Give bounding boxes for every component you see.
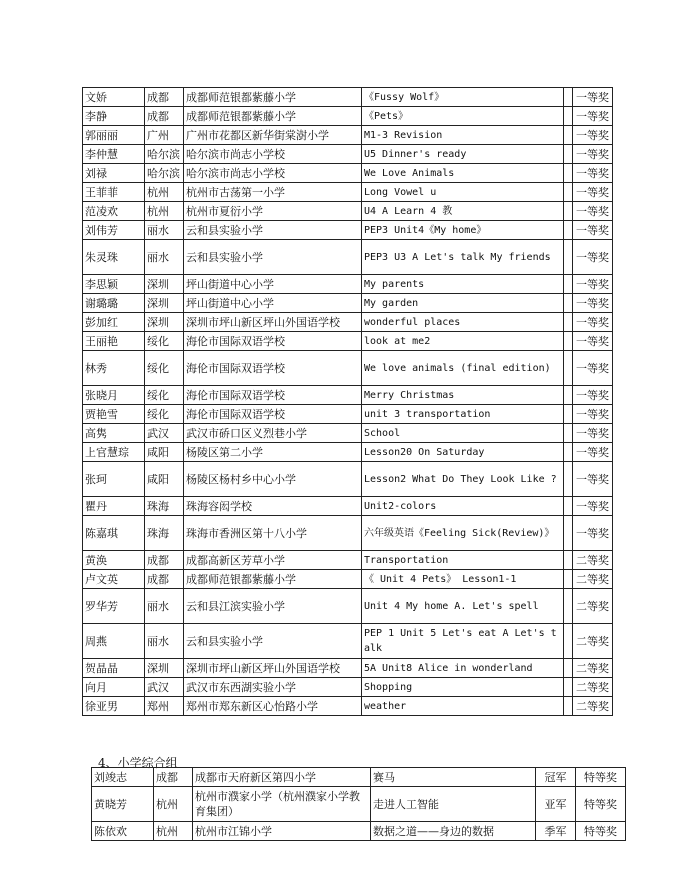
cell-name: 贾艳雪: [83, 405, 145, 424]
cell-award: 一等奖: [573, 145, 613, 164]
table-row: [83, 589, 613, 624]
cell-name: 贺晶晶: [83, 659, 145, 678]
cell-blank: [564, 443, 573, 462]
cell-award: 一等奖: [573, 202, 613, 221]
cell-city: 成都: [145, 88, 184, 107]
cell-city: 咸阳: [145, 462, 184, 497]
cell-award: 二等奖: [573, 659, 613, 678]
cell-city: 绥化: [145, 351, 184, 386]
cell-school: 成都高新区芳草小学: [184, 551, 362, 570]
cell-award: 二等奖: [573, 624, 613, 659]
cell-school: 坪山街道中心小学: [184, 294, 362, 313]
cell-blank: [564, 516, 573, 551]
cell-school: 武汉市硚口区义烈巷小学: [184, 424, 362, 443]
cell-school: 郑州市郑东新区心怡路小学: [184, 697, 362, 716]
cell-work: School: [362, 424, 564, 443]
table-row: [83, 351, 613, 386]
cell-blank: [564, 462, 573, 497]
cell-blank: [564, 145, 573, 164]
cell-name: 徐亚男: [83, 697, 145, 716]
cell-city: 杭州: [145, 183, 184, 202]
cell-work: weather: [362, 697, 564, 716]
cell-award: 一等奖: [573, 107, 613, 126]
cell-school: 杭州市古荡第一小学: [184, 183, 362, 202]
table-row: [83, 313, 613, 332]
cell-school: 成都市天府新区第四小学: [193, 768, 371, 787]
cell-city: 成都: [145, 570, 184, 589]
cell-school: 杨陵区第二小学: [184, 443, 362, 462]
cell-city: 绥化: [145, 405, 184, 424]
cell-name: 朱灵珠: [83, 240, 145, 275]
cell-city: 成都: [154, 768, 193, 787]
cell-award: 特等奖: [576, 768, 626, 787]
cell-work: We Love Animals: [362, 164, 564, 183]
section4-table: [91, 767, 626, 841]
cell-blank: [564, 678, 573, 697]
cell-blank: [564, 497, 573, 516]
cell-blank: [564, 386, 573, 405]
cell-work: My parents: [362, 275, 564, 294]
cell-award: 二等奖: [573, 589, 613, 624]
cell-award: 特等奖: [576, 822, 626, 841]
cell-city: 广州: [145, 126, 184, 145]
cell-school: 云和县实验小学: [184, 240, 362, 275]
cell-work: 《Fussy Wolf》: [362, 88, 564, 107]
cell-school: 海伦市国际双语学校: [184, 405, 362, 424]
cell-blank: [564, 107, 573, 126]
table-row: [83, 678, 613, 697]
cell-name: 周燕: [83, 624, 145, 659]
cell-name: 上官慧琮: [83, 443, 145, 462]
cell-work: Lesson20 On Saturday: [362, 443, 564, 462]
cell-name: 瞿丹: [83, 497, 145, 516]
table-row: [83, 107, 613, 126]
table-row: [83, 126, 613, 145]
cell-school: 海伦市国际双语学校: [184, 386, 362, 405]
table-row: [92, 822, 626, 841]
cell-school: 杭州市夏衍小学: [184, 202, 362, 221]
table-row: [83, 551, 613, 570]
cell-city: 珠海: [145, 516, 184, 551]
cell-work: wonderful places: [362, 313, 564, 332]
cell-school: 杭州市濮家小学（杭州濮家小学教育集团）: [193, 787, 371, 822]
cell-work: unit 3 transportation: [362, 405, 564, 424]
cell-city: 哈尔滨: [145, 145, 184, 164]
cell-award: 一等奖: [573, 332, 613, 351]
cell-name: 黄晓芳: [92, 787, 154, 822]
cell-work: 六年级英语《Feeling Sick(Review)》: [362, 516, 564, 551]
table-row: [83, 697, 613, 716]
cell-name: 陈依欢: [92, 822, 154, 841]
cell-school: 云和县实验小学: [184, 221, 362, 240]
cell-award: 一等奖: [573, 462, 613, 497]
cell-blank: [564, 570, 573, 589]
cell-school: 海伦市国际双语学校: [184, 351, 362, 386]
cell-name: 王丽艳: [83, 332, 145, 351]
table-row: [83, 497, 613, 516]
cell-name: 谢璐璐: [83, 294, 145, 313]
cell-blank: [564, 240, 573, 275]
cell-blank: [564, 424, 573, 443]
cell-city: 杭州: [154, 822, 193, 841]
cell-work: Merry Christmas: [362, 386, 564, 405]
cell-school: 云和县实验小学: [184, 624, 362, 659]
cell-blank: [564, 202, 573, 221]
cell-city: 丽水: [145, 240, 184, 275]
table-row: [83, 424, 613, 443]
cell-school: 深圳市坪山新区坪山外国语学校: [184, 313, 362, 332]
table-row: [83, 221, 613, 240]
cell-city: 深圳: [145, 313, 184, 332]
cell-blank: [564, 294, 573, 313]
cell-school: 深圳市坪山新区坪山外国语学校: [184, 659, 362, 678]
cell-work: PEP 1 Unit 5 Let's eat A Let's talk: [362, 624, 564, 659]
cell-award: 一等奖: [573, 221, 613, 240]
cell-name: 林秀: [83, 351, 145, 386]
cell-blank: [564, 126, 573, 145]
table-row: [83, 275, 613, 294]
cell-work: 《 Unit 4 Pets》 Lesson1-1: [362, 570, 564, 589]
cell-city: 绥化: [145, 332, 184, 351]
section-title: 4、小学综合组: [98, 756, 178, 770]
cell-work: look at me2: [362, 332, 564, 351]
cell-award: 一等奖: [573, 183, 613, 202]
cell-award: 二等奖: [573, 570, 613, 589]
cell-blank: [564, 551, 573, 570]
cell-name: 王菲菲: [83, 183, 145, 202]
cell-name: 刘竣志: [92, 768, 154, 787]
cell-work: M1-3 Revision: [362, 126, 564, 145]
cell-city: 咸阳: [145, 443, 184, 462]
cell-city: 丽水: [145, 221, 184, 240]
cell-blank: [564, 697, 573, 716]
cell-work: We love animals (final edition): [362, 351, 564, 386]
cell-school: 珠海市香洲区第十八小学: [184, 516, 362, 551]
cell-name: 范凌欢: [83, 202, 145, 221]
cell-work: Shopping: [362, 678, 564, 697]
cell-name: 刘伟芳: [83, 221, 145, 240]
table-row: [83, 183, 613, 202]
cell-school: 杭州市江锦小学: [193, 822, 371, 841]
cell-city: 武汉: [145, 678, 184, 697]
cell-award: 二等奖: [573, 678, 613, 697]
cell-name: 张珂: [83, 462, 145, 497]
cell-name: 郭丽丽: [83, 126, 145, 145]
cell-city: 深圳: [145, 294, 184, 313]
cell-work: 赛马: [371, 768, 536, 787]
section4-table-body: [92, 768, 626, 841]
cell-name: 刘禄: [83, 164, 145, 183]
table-row: [83, 405, 613, 424]
cell-name: 陈嘉琪: [83, 516, 145, 551]
cell-work: 5A Unit8 Alice in wonderland: [362, 659, 564, 678]
cell-work: Lesson2 What Do They Look Like ?: [362, 462, 564, 497]
cell-blank: [564, 88, 573, 107]
cell-school: 哈尔滨市尚志小学校: [184, 145, 362, 164]
cell-blank: [564, 183, 573, 202]
cell-school: 哈尔滨市尚志小学校: [184, 164, 362, 183]
table-row: [83, 145, 613, 164]
cell-award: 二等奖: [573, 697, 613, 716]
table-row: [83, 516, 613, 551]
cell-work: PEP3 Unit4《My home》: [362, 221, 564, 240]
cell-work: 数据之道——身边的数据: [371, 822, 536, 841]
table-row: [83, 88, 613, 107]
cell-school: 杨陵区杨村乡中心小学: [184, 462, 362, 497]
cell-city: 深圳: [145, 659, 184, 678]
cell-work: PEP3 U3 A Let's talk My friends: [362, 240, 564, 275]
cell-school: 成都师范银都紫藤小学: [184, 88, 362, 107]
table-row: [83, 624, 613, 659]
cell-city: 杭州: [145, 202, 184, 221]
cell-city: 哈尔滨: [145, 164, 184, 183]
cell-award: 一等奖: [573, 164, 613, 183]
cell-school: 成都师范银都紫藤小学: [184, 107, 362, 126]
cell-work: My garden: [362, 294, 564, 313]
cell-rank: 亚军: [536, 787, 576, 822]
cell-blank: [564, 313, 573, 332]
cell-award: 一等奖: [573, 294, 613, 313]
cell-city: 丽水: [145, 589, 184, 624]
cell-award: 一等奖: [573, 497, 613, 516]
cell-rank: 季军: [536, 822, 576, 841]
cell-name: 卢文英: [83, 570, 145, 589]
table-row: [92, 768, 626, 787]
cell-work: 《Pets》: [362, 107, 564, 126]
cell-city: 深圳: [145, 275, 184, 294]
cell-award: 二等奖: [573, 551, 613, 570]
cell-award: 一等奖: [573, 88, 613, 107]
table-row: [83, 386, 613, 405]
cell-school: 成都师范银都紫藤小学: [184, 570, 362, 589]
table-row: [83, 659, 613, 678]
cell-school: 武汉市东西湖实验小学: [184, 678, 362, 697]
cell-name: 罗华芳: [83, 589, 145, 624]
cell-blank: [564, 332, 573, 351]
table-row: [83, 294, 613, 313]
cell-name: 李静: [83, 107, 145, 126]
cell-rank: 冠军: [536, 768, 576, 787]
table-row: [83, 164, 613, 183]
cell-city: 武汉: [145, 424, 184, 443]
table-row: [83, 570, 613, 589]
cell-award: 一等奖: [573, 275, 613, 294]
awards-table-body: [83, 88, 613, 716]
cell-name: 彭加红: [83, 313, 145, 332]
cell-school: 广州市花都区新华街棠澍小学: [184, 126, 362, 145]
cell-school: 珠海容闳学校: [184, 497, 362, 516]
cell-award: 一等奖: [573, 516, 613, 551]
awards-table: [82, 87, 613, 716]
cell-award: 一等奖: [573, 424, 613, 443]
cell-work: U5 Dinner's ready: [362, 145, 564, 164]
table-row: [92, 787, 626, 822]
cell-name: 向月: [83, 678, 145, 697]
cell-award: 一等奖: [573, 405, 613, 424]
cell-award: 一等奖: [573, 443, 613, 462]
cell-award: 一等奖: [573, 240, 613, 275]
cell-blank: [564, 624, 573, 659]
cell-award: 一等奖: [573, 126, 613, 145]
cell-city: 成都: [145, 551, 184, 570]
cell-award: 一等奖: [573, 386, 613, 405]
cell-blank: [564, 589, 573, 624]
cell-blank: [564, 275, 573, 294]
cell-work: Long Vowel u: [362, 183, 564, 202]
table-row: [83, 443, 613, 462]
cell-city: 杭州: [154, 787, 193, 822]
table-row: [83, 332, 613, 351]
cell-name: 李仲慧: [83, 145, 145, 164]
cell-award: 特等奖: [576, 787, 626, 822]
cell-award: 一等奖: [573, 351, 613, 386]
cell-blank: [564, 659, 573, 678]
cell-name: 高隽: [83, 424, 145, 443]
cell-blank: [564, 351, 573, 386]
cell-school: 坪山街道中心小学: [184, 275, 362, 294]
cell-city: 珠海: [145, 497, 184, 516]
cell-blank: [564, 221, 573, 240]
cell-name: 张晓月: [83, 386, 145, 405]
cell-school: 云和县江滨实验小学: [184, 589, 362, 624]
cell-blank: [564, 164, 573, 183]
table-row: [83, 202, 613, 221]
cell-city: 丽水: [145, 624, 184, 659]
cell-school: 海伦市国际双语学校: [184, 332, 362, 351]
cell-city: 成都: [145, 107, 184, 126]
cell-name: 文娇: [83, 88, 145, 107]
cell-name: 黄涣: [83, 551, 145, 570]
table-row: [83, 462, 613, 497]
cell-work: Unit2-colors: [362, 497, 564, 516]
cell-city: 郑州: [145, 697, 184, 716]
cell-work: Transportation: [362, 551, 564, 570]
cell-work: 走进人工智能: [371, 787, 536, 822]
cell-work: Unit 4 My home A. Let's spell: [362, 589, 564, 624]
cell-blank: [564, 405, 573, 424]
cell-city: 绥化: [145, 386, 184, 405]
cell-name: 李思颖: [83, 275, 145, 294]
cell-award: 一等奖: [573, 313, 613, 332]
cell-work: U4 A Learn 4 教: [362, 202, 564, 221]
table-row: [83, 240, 613, 275]
